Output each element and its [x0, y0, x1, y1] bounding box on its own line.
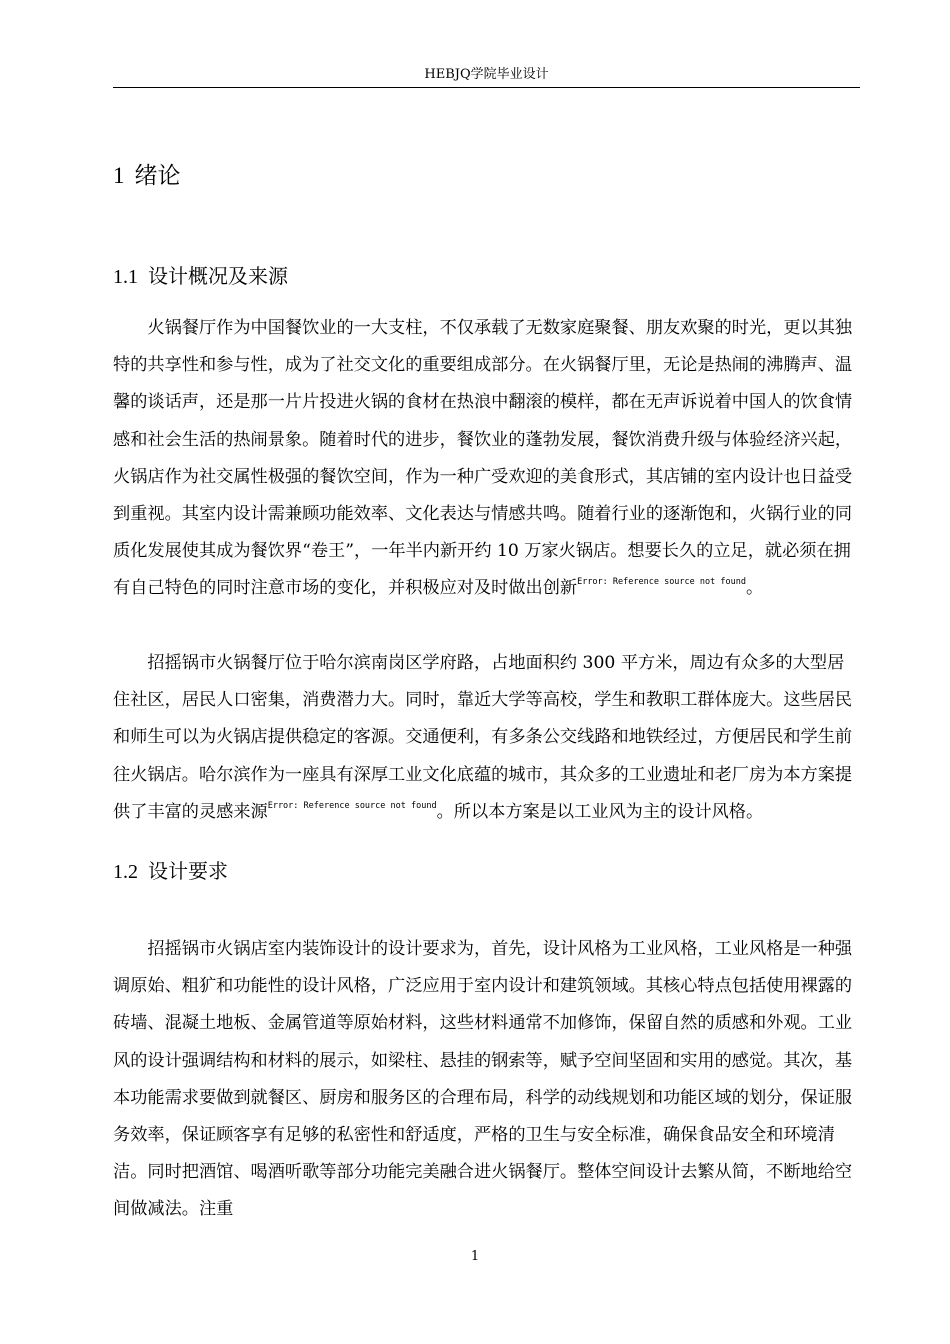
paragraph — [113, 310, 860, 608]
chapter-title: 绪论 — [134, 163, 181, 189]
paragraph-text-end: 。所以本方案是以工业风为主的设计风格。 — [436, 801, 764, 822]
reference-error: Error: Reference source not found — [267, 800, 437, 811]
reference-error: Error: Reference source not found — [577, 577, 746, 588]
chapter-number: 1 — [113, 163, 125, 188]
paragraph-text: 招摇锅市火锅餐厅位于哈尔滨南岗区学府路，占地面积约 300 平方米，周边有众多的大型居住社区，居民人口密集，消费潜力大。同时，靠近大学等高校，学生和教职工群体庞大。这些居民和师生可以为火锅店提供稳定的客源。交通便利，有多条公交线路和地铁经过，方便居民和学生前往火锅店。哈尔滨作为一座具有深厚工业文化底蕴的城市，其众多的工业遗址和老厂房为本方案提供了丰富的灵感来源 — [113, 653, 853, 822]
paragraph — [113, 931, 860, 1229]
running-header: HEBJQ学院毕业设计 — [424, 67, 549, 82]
paragraph-text: 招摇锅市火锅店室内装饰设计的设计要求为，首先，设计风格为工业风格，工业风格是一种强调原始、粗犷和功能性的设计风格，广泛应用于室内设计和建筑领域。其核心特点包括使用裸露的砖墙、混凝土地板、金属管道等原始材料，这些材料通常不加修饰，保留自然的质感和外观。工业风的设计强调结构和材料的展示，如梁柱、悬挂的钢索等，赋予空间坚固和实用的感觉。其次，基本功能需求要做到就餐区、厨房和服务区的合理布局，科学的动线规划和功能区域的划分，保证服务效率，保证顾客享有足够的私密性和舒适度，严格的卫生与安全标准，确保食品安全和环境清洁。同时把酒馆、喝酒听歌等部分功能完美融合进火锅餐厅。整体空间设计去繁从简，不断地给空间做减法。注重 — [113, 939, 853, 1220]
section-title: 设计要求 — [148, 859, 228, 883]
section-heading-1-2 — [113, 857, 228, 886]
paragraph-text-end: 。 — [745, 578, 764, 599]
section-title: 设计概况及来源 — [148, 264, 288, 288]
page-number: 1 — [470, 1249, 480, 1264]
paragraph-text: 火锅餐厅作为中国餐饮业的一大支柱，不仅承载了无数家庭聚餐、朋友欢聚的时光，更以其独特的共享性和参与性，成为了社交文化的重要组成部分。在火锅餐厅里，无论是热闹的沸腾声、温馨的谈话声，还是那一片片投进火锅的食材在热浪中翻滚的模样，都在无声诉说着中国人的饮食情感和社会生活的热闹景象。随着时代的进步，餐饮业的蓬勃发展，餐饮消费升级与体验经济兴起，火锅店作为社交属性极强的餐饮空间，作为一种广受欢迎的美食形式，其店铺的室内设计也日益受到重视。其室内设计需兼顾功能效率、文化表达与情感共鸣。随着行业的逐渐饱和，火锅行业的同质化发展使其成为餐饮界“卷王”，一年半内新开约 10 万家火锅店。想要长久的立足，就必须在拥有自己特色的同时注意市场的变化，并积极应对及时做出创新 — [113, 318, 853, 599]
section-heading-1-1 — [113, 262, 288, 291]
section-number: 1.2 — [113, 861, 138, 883]
section-number: 1.1 — [113, 266, 138, 288]
header-rule — [113, 87, 860, 88]
chapter-heading — [113, 160, 181, 192]
paragraph — [113, 645, 860, 831]
